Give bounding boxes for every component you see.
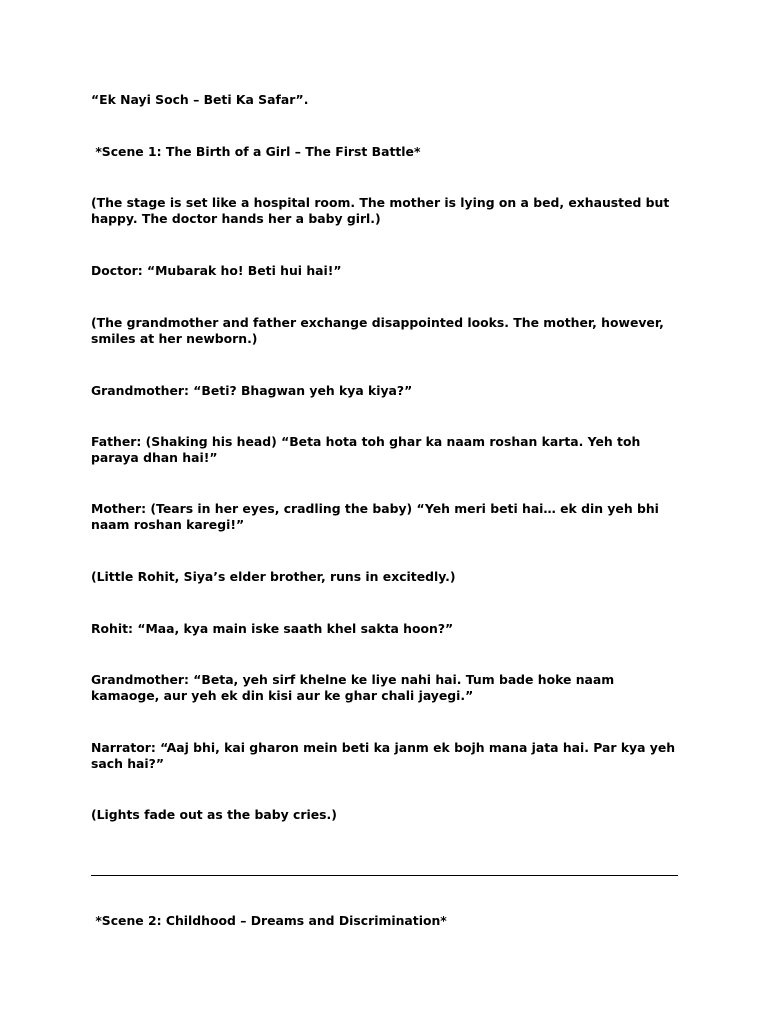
play-title: “Ek Nayi Soch – Beti Ka Safar”. (91, 92, 309, 107)
section-divider (91, 875, 678, 876)
stage-direction-rohit: (Little Rohit, Siya’s elder brother, runs in excitedly.) (91, 569, 456, 584)
stage-direction-lights: (Lights fade out as the baby cries.) (91, 807, 337, 822)
father-dialogue: Father: (Shaking his head) “Beta hota toh ghar ka naam roshan karta. Yeh toh paraya dhan hai!” (91, 434, 641, 465)
grandmother-dialogue-2: Grandmother: “Beta, yeh sirf khelne ke liye nahi hai. Tum bade hoke naam kamaoge, aur yeh ek din kisi aur ke ghar chali jayegi.” (91, 672, 615, 703)
narrator-dialogue: Narrator: “Aaj bhi, kai gharon mein beti ka janm ek bojh mana jata hai. Par kya yeh sach hai?” (91, 740, 676, 771)
scene-2-heading: *Scene 2: Childhood – Dreams and Discrimination* (91, 913, 447, 928)
doctor-dialogue: Doctor: “Mubarak ho! Beti hui hai!” (91, 263, 342, 278)
rohit-dialogue: Rohit: “Maa, kya main iske saath khel sakta hoon?” (91, 621, 454, 636)
stage-direction-disappointed: (The grandmother and father exchange disappointed looks. The mother, however, smiles at her newborn.) (91, 315, 664, 346)
scene-1-heading: *Scene 1: The Birth of a Girl – The First Battle* (91, 144, 421, 159)
stage-direction-hospital: (The stage is set like a hospital room. The mother is lying on a bed, exhausted but happy. The doctor hands her a baby girl.) (91, 195, 670, 226)
grandmother-dialogue-1: Grandmother: “Beti? Bhagwan yeh kya kiya?” (91, 383, 413, 398)
mother-dialogue: Mother: (Tears in her eyes, cradling the baby) “Yeh meri beti hai… ek din yeh bhi naam roshan karegi!” (91, 501, 659, 532)
